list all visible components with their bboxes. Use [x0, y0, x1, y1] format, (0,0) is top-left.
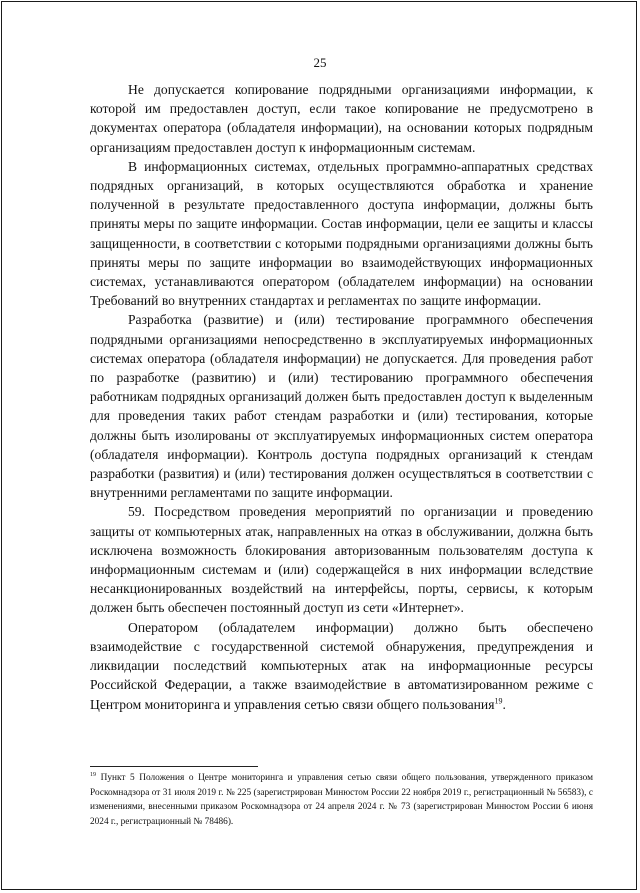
page-number: 25	[313, 55, 327, 70]
footnote-divider	[90, 766, 258, 767]
body-text	[90, 80, 593, 714]
paragraph-development-testing: Разработка (развитие) и (или) тестирование программного обеспечения подрядными организациями непосредственно в эксплуатируемых информационных системах оператора (обладателя информации) не допускается. Для проведения работ по разработке (развитию) и (или) тестированию программного обеспечения работникам подрядных организаций должен быть предоставлен доступ к выделенным для проведения таких работ стендам разработки и (или) тестирования, которые должны быть изолированы от эксплуатируемых информационных систем оператора (обладателя информации). Контроль доступа подрядных организаций к стендам разработки (развития) и (или) тестирования должен осуществляться в соответствии с внутренними регламентами по защите информации.	[90, 312, 593, 501]
paragraph-operator-tail: .	[502, 696, 506, 712]
paragraph-item-59: 59. Посредством проведения мероприятий по организации и проведению защиты от компьютерных атак, направленных на отказ в обслуживании, должна быть исключена возможность блокирования авторизованным пользователям доступа к информационным системам и (или) содержащейся в них информации вследствие несанкционированных воздействий на интерфейсы, порты, сервисы, к которым должен быть обеспечен постоянный доступ из сети «Интернет».	[90, 504, 593, 616]
footnote-reference: 19	[494, 695, 503, 705]
paragraph-operator-text: Оператором (обладателем информации) должно быть обеспечено взаимодействие с государственной системой обнаружения, предупреждения и ликвидации последствий компьютерных атак на информационные ресурсы Российской Федерации, а также взаимодействие в автоматизированном режиме с Центром мониторинга и управления сетью связи общего пользования	[90, 619, 593, 712]
paragraph-contractor-systems: В информационных системах, отдельных программно-аппаратных средствах подрядных организаций, в которых осуществляются обработка и хранение полученной в результате предоставленного доступа информации, должны быть приняты меры по защите информации. Состав информации, цели ее защиты и классы защищенности, в соответствии с которыми подрядными организациями должны быть приняты меры по защите информации во взаимодействующих информационных системах, устанавливаются оператором (обладателем информации) на основании Требований во внутренних стандартах и регламентах по защите информации.	[90, 158, 593, 309]
paragraph-operator-interaction	[90, 618, 593, 714]
footnote-marker: 19	[90, 771, 96, 778]
paragraph-copying: Не допускается копирование подрядными организациями информации, к которой им предоставлен доступ, если такое копирование не предусмотрено в документах оператора (обладателя информации), на основании которых подрядным организациям предоставлен доступ к информационным системам.	[90, 82, 593, 155]
footnote-text: Пункт 5 Положения о Центре мониторинга и управления сетью связи общего пользования, утвержденного приказом Роскомнадзора от 31 июля 2019 г. № 225 (зарегистрирован Минюстом России 22 ноября 2019 г., регистрационный № 56583), с изменениями, внесенными приказом Роскомнадзора от 24 апреля 2024 г. № 73 (зарегистрирован Минюстом России 6 июня 2024 г., регистрационный № 78486).	[90, 773, 593, 827]
footnote	[90, 771, 593, 829]
